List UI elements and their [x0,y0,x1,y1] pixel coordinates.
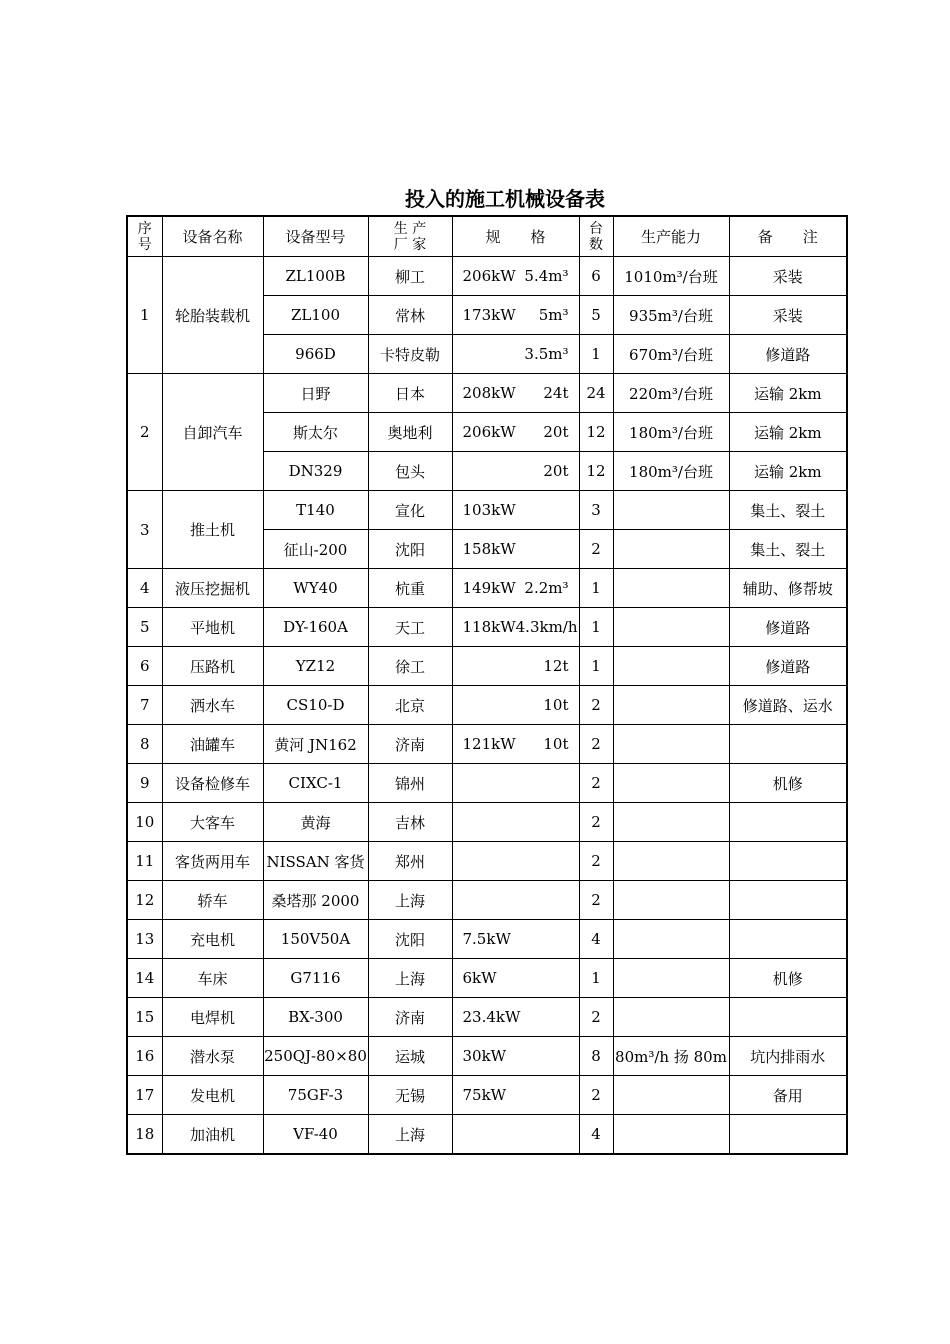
row-remark [729,803,847,842]
row-seq: 7 [127,686,162,725]
row-count: 2 [579,764,613,803]
row-spec-power: 6kW [462,969,497,987]
row-production-capacity [613,530,729,569]
row-count: 6 [579,257,613,296]
table-row [127,725,847,764]
row-spec-capacity: 10t [543,696,569,714]
row-model: WY40 [263,569,368,608]
row-production-capacity: 220m³/台班 [613,374,729,413]
row-model: CS10-D [263,686,368,725]
row-remark [729,881,847,920]
row-seq: 16 [127,1037,162,1076]
header-row [127,216,847,257]
row-equipment-name: 充电机 [162,920,263,959]
row-production-capacity [613,725,729,764]
row-equipment-name: 轿车 [162,881,263,920]
row-count: 2 [579,803,613,842]
row-spec-values [453,462,579,480]
row-seq: 5 [127,608,162,647]
row-spec-capacity: 20t [543,462,569,480]
row-production-capacity [613,1076,729,1115]
row-equipment-name: 压路机 [162,647,263,686]
row-spec [452,491,579,530]
row-maker: 日本 [368,374,452,413]
header-maker-line2: 厂 家 [393,236,427,253]
row-remark: 采装 [729,296,847,335]
row-spec-capacity: 4.3km/h [515,618,578,636]
table-row [127,1115,847,1155]
row-remark: 备用 [729,1076,847,1115]
row-production-capacity [613,491,729,530]
row-model: DN329 [263,452,368,491]
row-remark: 修道路 [729,335,847,374]
row-maker: 沈阳 [368,530,452,569]
row-model: 150V50A [263,920,368,959]
row-model: 黄海 [263,803,368,842]
row-production-capacity: 180m³/台班 [613,413,729,452]
row-remark [729,842,847,881]
row-maker: 杭重 [368,569,452,608]
row-spec-power: 7.5kW [462,930,511,948]
row-equipment-name: 加油机 [162,1115,263,1155]
header-seq [127,216,162,257]
row-production-capacity: 180m³/台班 [613,452,729,491]
table-row [127,842,847,881]
row-model: ZL100B [263,257,368,296]
row-spec [452,335,579,374]
row-spec-capacity: 10t [543,735,569,753]
row-spec-values [453,384,579,402]
row-spec [452,842,579,881]
row-model: 黄河 JN162 [263,725,368,764]
row-production-capacity [613,647,729,686]
row-spec [452,803,579,842]
row-remark: 机修 [729,959,847,998]
row-model: VF-40 [263,1115,368,1155]
row-seq: 2 [127,374,162,491]
row-maker: 无锡 [368,1076,452,1115]
row-remark [729,920,847,959]
row-production-capacity [613,569,729,608]
row-model: G7116 [263,959,368,998]
row-count: 2 [579,530,613,569]
row-spec-values [453,930,579,948]
row-spec-capacity: 12t [543,657,569,675]
row-maker: 卡特皮勒 [368,335,452,374]
row-spec-power: 103kW [462,501,516,519]
row-model: T140 [263,491,368,530]
table-row [127,374,847,413]
row-seq: 14 [127,959,162,998]
row-spec-power: 118kW [462,618,516,636]
row-maker: 天工 [368,608,452,647]
header-seq-line2: 号 [137,236,152,253]
row-spec-values [453,969,579,987]
table-row [127,959,847,998]
row-maker: 吉林 [368,803,452,842]
row-spec-values [453,501,579,519]
row-remark [729,725,847,764]
row-spec-power: 23.4kW [462,1008,521,1026]
row-spec [452,725,579,764]
header-name: 设备名称 [162,216,263,257]
row-spec-capacity: 3.5m³ [524,345,569,363]
row-production-capacity [613,920,729,959]
row-spec [452,530,579,569]
table-row [127,881,847,920]
row-count: 2 [579,1076,613,1115]
row-equipment-name: 电焊机 [162,998,263,1037]
row-equipment-name: 发电机 [162,1076,263,1115]
row-seq: 6 [127,647,162,686]
row-spec-power: 208kW [462,384,516,402]
header-maker-line1: 生 产 [393,220,427,237]
header-count-line2: 数 [589,236,603,253]
row-production-capacity: 1010m³/台班 [613,257,729,296]
row-model: 日野 [263,374,368,413]
row-production-capacity [613,881,729,920]
row-remark: 集土、裂土 [729,491,847,530]
row-count: 5 [579,296,613,335]
row-remark [729,998,847,1037]
row-spec-values [453,306,579,324]
row-spec-values [453,1008,579,1026]
equipment-table [126,215,848,1155]
page-title: 投入的施工机械设备表 [405,187,605,211]
row-spec-values [453,345,579,363]
row-remark: 辅助、修帮坡 [729,569,847,608]
row-spec-values [453,657,579,675]
row-count: 2 [579,725,613,764]
row-spec [452,881,579,920]
row-model: ZL100 [263,296,368,335]
row-spec-values [453,1047,579,1065]
row-equipment-name: 油罐车 [162,725,263,764]
row-equipment-name: 自卸汽车 [162,374,263,491]
row-model: 75GF-3 [263,1076,368,1115]
row-count: 1 [579,647,613,686]
row-equipment-name: 客货两用车 [162,842,263,881]
row-spec-capacity: 5.4m³ [524,267,569,285]
row-seq: 11 [127,842,162,881]
table-row [127,803,847,842]
row-production-capacity [613,764,729,803]
row-production-capacity [613,686,729,725]
row-count: 12 [579,452,613,491]
row-spec-values [453,267,579,285]
row-equipment-name: 大客车 [162,803,263,842]
row-spec-values [453,579,579,597]
row-model: 斯太尔 [263,413,368,452]
row-spec [452,1115,579,1155]
row-equipment-name: 液压挖掘机 [162,569,263,608]
table-row [127,1076,847,1115]
row-maker: 徐工 [368,647,452,686]
row-equipment-name: 车床 [162,959,263,998]
row-production-capacity: 670m³/台班 [613,335,729,374]
table-row [127,998,847,1037]
row-equipment-name: 平地机 [162,608,263,647]
row-spec [452,569,579,608]
table-row [127,608,847,647]
row-remark: 坑内排雨水 [729,1037,847,1076]
row-model: DY-160A [263,608,368,647]
row-seq: 13 [127,920,162,959]
row-seq: 1 [127,257,162,374]
row-maker: 宣化 [368,491,452,530]
row-count: 3 [579,491,613,530]
row-count: 1 [579,335,613,374]
row-spec-values [453,1086,579,1104]
row-seq: 3 [127,491,162,569]
row-remark: 运输 2km [729,452,847,491]
row-spec [452,1037,579,1076]
header-count [579,216,613,257]
row-spec-power: 158kW [462,540,516,558]
row-production-capacity [613,1115,729,1155]
row-spec-capacity: 2.2m³ [524,579,569,597]
row-seq: 4 [127,569,162,608]
table-row [127,257,847,296]
row-model: CIXC-1 [263,764,368,803]
row-production-capacity [613,998,729,1037]
row-spec-capacity: 24t [543,384,569,402]
row-remark: 修道路 [729,647,847,686]
row-spec-values [453,618,579,636]
row-remark: 运输 2km [729,413,847,452]
row-spec [452,296,579,335]
table-row [127,647,847,686]
row-spec-capacity: 20t [543,423,569,441]
row-seq: 17 [127,1076,162,1115]
row-model: BX-300 [263,998,368,1037]
row-maker: 奥地利 [368,413,452,452]
row-spec [452,374,579,413]
row-maker: 济南 [368,725,452,764]
row-spec-power: 206kW [462,267,516,285]
row-model: 征山-200 [263,530,368,569]
row-count: 2 [579,998,613,1037]
row-maker: 上海 [368,881,452,920]
row-spec-power: 75kW [462,1086,507,1104]
row-remark: 运输 2km [729,374,847,413]
row-maker: 沈阳 [368,920,452,959]
row-model: 250QJ-80×80 [263,1037,368,1076]
row-count: 1 [579,608,613,647]
header-seq-line1: 序 [137,220,152,237]
row-spec-power: 173kW [462,306,516,324]
row-count: 24 [579,374,613,413]
row-spec [452,686,579,725]
row-spec-values [453,735,579,753]
row-remark: 集土、裂土 [729,530,847,569]
header-maker [368,216,452,257]
row-maker: 柳工 [368,257,452,296]
header-count-line1: 台 [589,220,603,237]
row-remark: 采装 [729,257,847,296]
row-seq: 9 [127,764,162,803]
row-spec-power: 121kW [462,735,516,753]
row-seq: 10 [127,803,162,842]
row-spec [452,257,579,296]
row-count: 12 [579,413,613,452]
row-spec-values [453,696,579,714]
row-model: NISSAN 客货 [263,842,368,881]
row-model: YZ12 [263,647,368,686]
row-seq: 8 [127,725,162,764]
header-model: 设备型号 [263,216,368,257]
table-row [127,686,847,725]
row-production-capacity [613,842,729,881]
row-count: 4 [579,1115,613,1155]
row-spec [452,413,579,452]
row-spec [452,608,579,647]
row-production-capacity [613,803,729,842]
row-remark: 机修 [729,764,847,803]
row-maker: 上海 [368,1115,452,1155]
row-spec [452,959,579,998]
row-production-capacity [613,959,729,998]
row-production-capacity: 935m³/台班 [613,296,729,335]
row-equipment-name: 推土机 [162,491,263,569]
row-count: 2 [579,686,613,725]
header-spec: 规 格 [452,216,579,257]
row-seq: 15 [127,998,162,1037]
row-spec-values [453,540,579,558]
table-body [127,257,847,1155]
row-spec [452,452,579,491]
row-maker: 包头 [368,452,452,491]
row-maker: 锦州 [368,764,452,803]
row-equipment-name: 设备检修车 [162,764,263,803]
row-spec-power: 30kW [462,1047,507,1065]
row-maker: 常林 [368,296,452,335]
row-spec-capacity: 5m³ [538,306,569,324]
row-maker: 郑州 [368,842,452,881]
row-model: 966D [263,335,368,374]
row-spec [452,764,579,803]
header-capacity: 生产能力 [613,216,729,257]
row-remark: 修道路、运水 [729,686,847,725]
table-row [127,920,847,959]
row-maker: 运城 [368,1037,452,1076]
row-count: 2 [579,881,613,920]
row-production-capacity: 80m³/h 扬 80m [613,1037,729,1076]
table-row [127,491,847,530]
row-spec [452,647,579,686]
row-seq: 12 [127,881,162,920]
table-row [127,1037,847,1076]
row-equipment-name: 潜水泵 [162,1037,263,1076]
table-row [127,569,847,608]
row-equipment-name: 洒水车 [162,686,263,725]
row-spec [452,920,579,959]
row-spec-values [453,423,579,441]
row-production-capacity [613,608,729,647]
row-spec [452,998,579,1037]
row-spec-power: 206kW [462,423,516,441]
row-spec-power: 149kW [462,579,516,597]
row-remark [729,1115,847,1155]
row-remark: 修道路 [729,608,847,647]
row-equipment-name: 轮胎装载机 [162,257,263,374]
row-count: 4 [579,920,613,959]
row-count: 1 [579,569,613,608]
row-maker: 北京 [368,686,452,725]
header-remark: 备 注 [729,216,847,257]
row-maker: 上海 [368,959,452,998]
table-header [127,216,847,257]
row-count: 2 [579,842,613,881]
row-seq: 18 [127,1115,162,1155]
row-count: 1 [579,959,613,998]
table-row [127,764,847,803]
row-maker: 济南 [368,998,452,1037]
row-spec [452,1076,579,1115]
row-model: 桑塔那 2000 [263,881,368,920]
row-count: 8 [579,1037,613,1076]
